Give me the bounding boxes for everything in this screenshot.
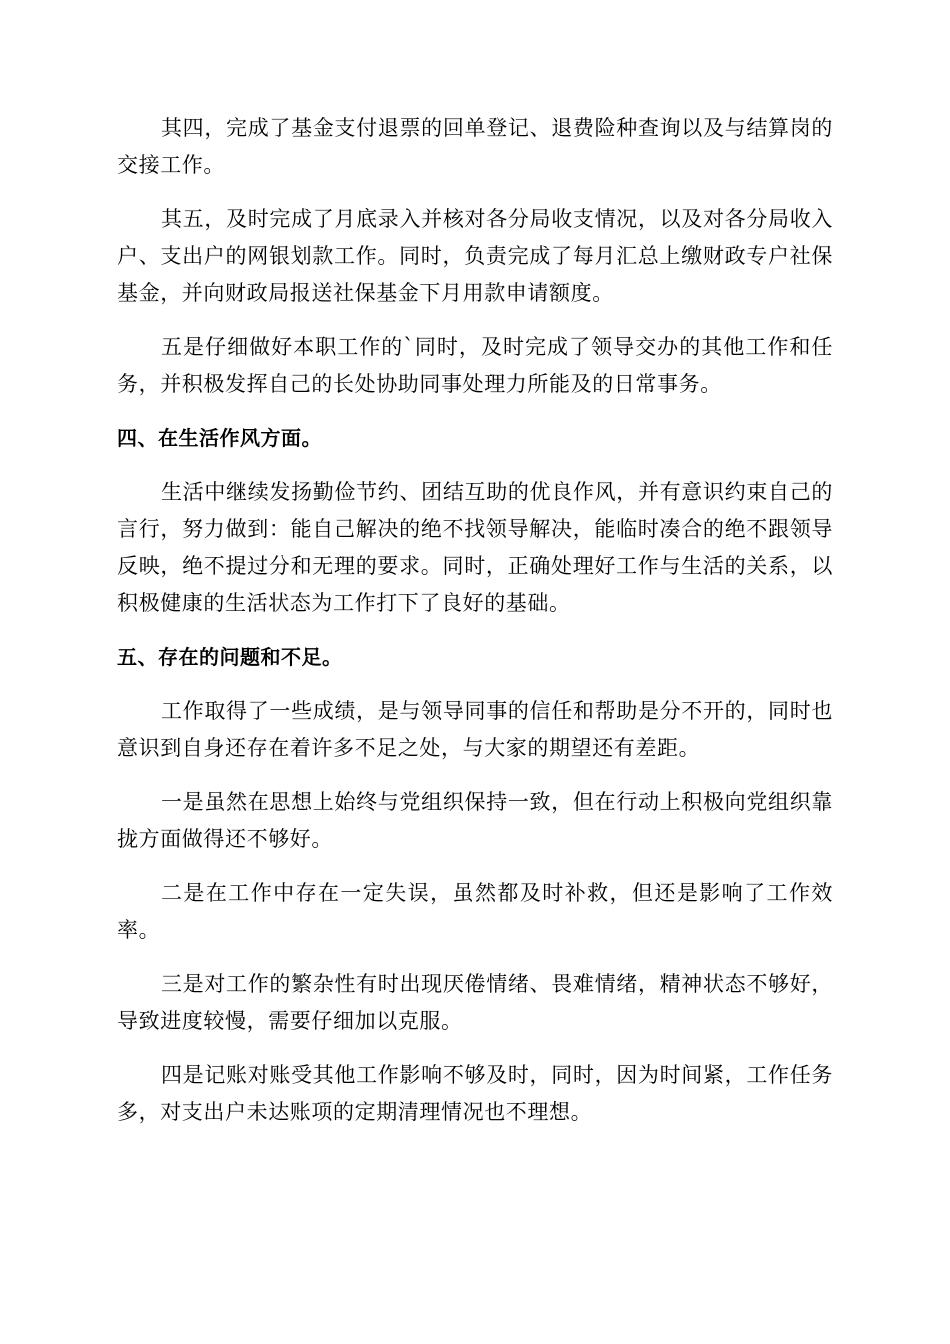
paragraph-problem-three: 三是对工作的繁杂性有时出现厌倦情绪、畏难情绪，精神状态不够好，导致进度较慢，需要仔细加以克服。 [117, 972, 833, 1033]
paragraph-point-five: 五是仔细做好本职工作的`同时，及时完成了领导交办的其他工作和任务，并积极发挥自己的长处协助同事处理力所能及的日常事务。 [117, 335, 833, 396]
section-heading-lifestyle: 四、在生活作风方面。 [117, 426, 322, 450]
paragraph-problem-four: 四是记账对账受其他工作影响不够及时，同时，因为时间紧，工作任务多，对支出户未达账项的定期清理情况也不理想。 [117, 1063, 833, 1124]
paragraph-problems-intro: 工作取得了一些成绩，是与领导同事的信任和帮助是分不开的，同时也意识到自身还存在着许多不足之处，与大家的期望还有差距。 [117, 699, 833, 760]
section-heading-problems: 五、存在的问题和不足。 [117, 645, 343, 669]
paragraph-problem-one: 一是虽然在思想上始终与党组织保持一致，但在行动上积极向党组织靠拢方面做得还不够好。 [117, 790, 833, 851]
paragraph-lifestyle: 生活中继续发扬勤俭节约、团结互助的优良作风，并有意识约束自己的言行，努力做到：能自己解决的绝不找领导解决，能临时凑合的绝不跟领导反映，绝不提过分和无理的要求。同时，正确处理好工作与生活的关系，以积极健康的生活状态为工作打下了良好的基础。 [117, 480, 833, 615]
document-page [117, 110, 833, 1148]
paragraph-problem-two: 二是在工作中存在一定失误，虽然都及时补救，但还是影响了工作效率。 [117, 881, 833, 942]
paragraph-4th-item: 其四，完成了基金支付退票的回单登记、退费险种查询以及与结算岗的交接工作。 [117, 116, 833, 177]
paragraph-5th-item: 其五，及时完成了月底录入并核对各分局收支情况，以及对各分局收入户、支出户的网银划款工作。同时，负责完成了每月汇总上缴财政专户社保基金，并向财政局报送社保基金下月用款申请额度。 [117, 207, 833, 305]
